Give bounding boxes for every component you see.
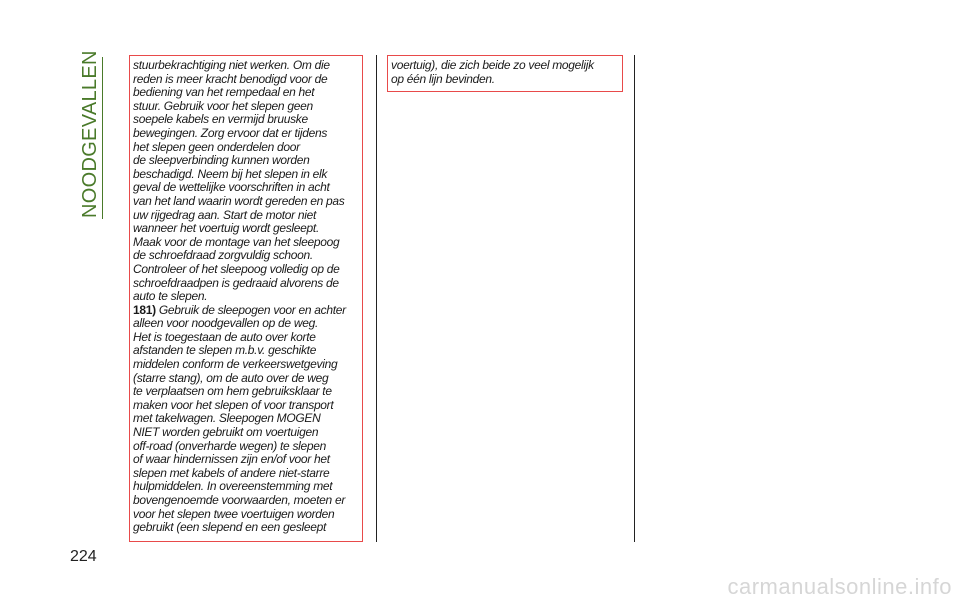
reference-line <box>133 304 362 318</box>
text-line: te verplaatsen om hem gebruiksklaar te <box>133 384 332 399</box>
text-line: Maak voor de montage van het sleepoog <box>133 234 340 249</box>
text-line: voor het slepen twee voertuigen worden <box>133 506 335 521</box>
text-line: de sleepverbinding kunnen worden <box>133 153 310 168</box>
text-line: soepele kabels en vermijd bruuske <box>133 112 308 127</box>
text-line: alleen voor noodgevallen op de weg. <box>133 316 318 331</box>
text-line: wanneer het voertuig wordt gesleept. <box>133 221 319 236</box>
text-line: hulpmiddelen. In overeenstemming met <box>133 479 333 494</box>
text-line: auto te slepen. <box>133 289 208 304</box>
text-line: beschadigd. Neem bij het slepen in elk <box>133 166 328 181</box>
text-line: Het is toegestaan de auto over korte <box>133 329 316 344</box>
warning-text-box <box>129 55 363 542</box>
text-line: stuurbekrachtiging niet werken. Om die <box>133 58 330 72</box>
text-line: middelen conform de verkeerswetgeving <box>133 357 338 372</box>
text-line: uw rijgedrag aan. Start de motor niet <box>133 207 317 222</box>
section-divider <box>102 57 103 219</box>
text-line: het slepen geen onderdelen door <box>133 139 300 154</box>
warning-paragraph <box>133 59 362 304</box>
text-line: stuur. Gebruik voor het slepen geen <box>133 98 313 113</box>
section-title: NOODGEVALLEN <box>79 50 101 218</box>
text-line: reden is meer kracht benodigd voor de <box>133 71 328 86</box>
text-line: slepen met kabels of andere niet-starre <box>133 465 330 480</box>
text-line: of waar hindernissen zijn en/of voor het <box>133 452 330 467</box>
reference-number: 181) <box>133 302 156 317</box>
text-line: voertuig), die zich beide zo veel mogelijk <box>391 58 594 72</box>
text-line: bewegingen. Zorg ervoor dat er tijdens <box>133 125 328 140</box>
text-line: met takelwagen. Sleepogen MOGEN <box>133 411 321 426</box>
text-line: schroefdraadpen is gedraaid alvorens de <box>133 275 339 290</box>
text-line: Controleer of het sleepoog volledig op de <box>133 261 340 276</box>
text-line: afstanden te slepen m.b.v. geschikte <box>133 343 317 358</box>
text-line: van het land waarin wordt gereden en pas <box>133 193 345 208</box>
column-divider <box>634 55 635 542</box>
continued-paragraph <box>391 59 622 86</box>
page-number: 224 <box>70 548 97 565</box>
text-line: off-road (onverharde wegen) te slepen <box>133 438 327 453</box>
column-divider <box>376 55 377 542</box>
reference-paragraph <box>133 317 362 535</box>
watermark: carmanualsonline.info <box>727 574 952 599</box>
text-line: geval de wettelijke voorschriften in acht <box>133 180 330 195</box>
text-line: op één lijn bevinden. <box>391 71 495 86</box>
text-line: NIET worden gebruikt om voertuigen <box>133 425 319 440</box>
text-line: bediening van het rempedaal en het <box>133 85 315 100</box>
text-line: gebruikt (een slepend en een gesleept <box>133 520 327 535</box>
text-line: bovengenoemde voorwaarden, moeten er <box>133 493 346 507</box>
continued-text-box <box>387 55 623 92</box>
text-line: maken voor het slepen of voor transport <box>133 397 334 412</box>
text-line: (starre stang), om de auto over de weg <box>133 370 329 385</box>
reference-text: Gebruik de sleepogen voor en achter <box>158 302 346 317</box>
text-line: de schroefdraad zorgvuldig schoon. <box>133 248 313 263</box>
